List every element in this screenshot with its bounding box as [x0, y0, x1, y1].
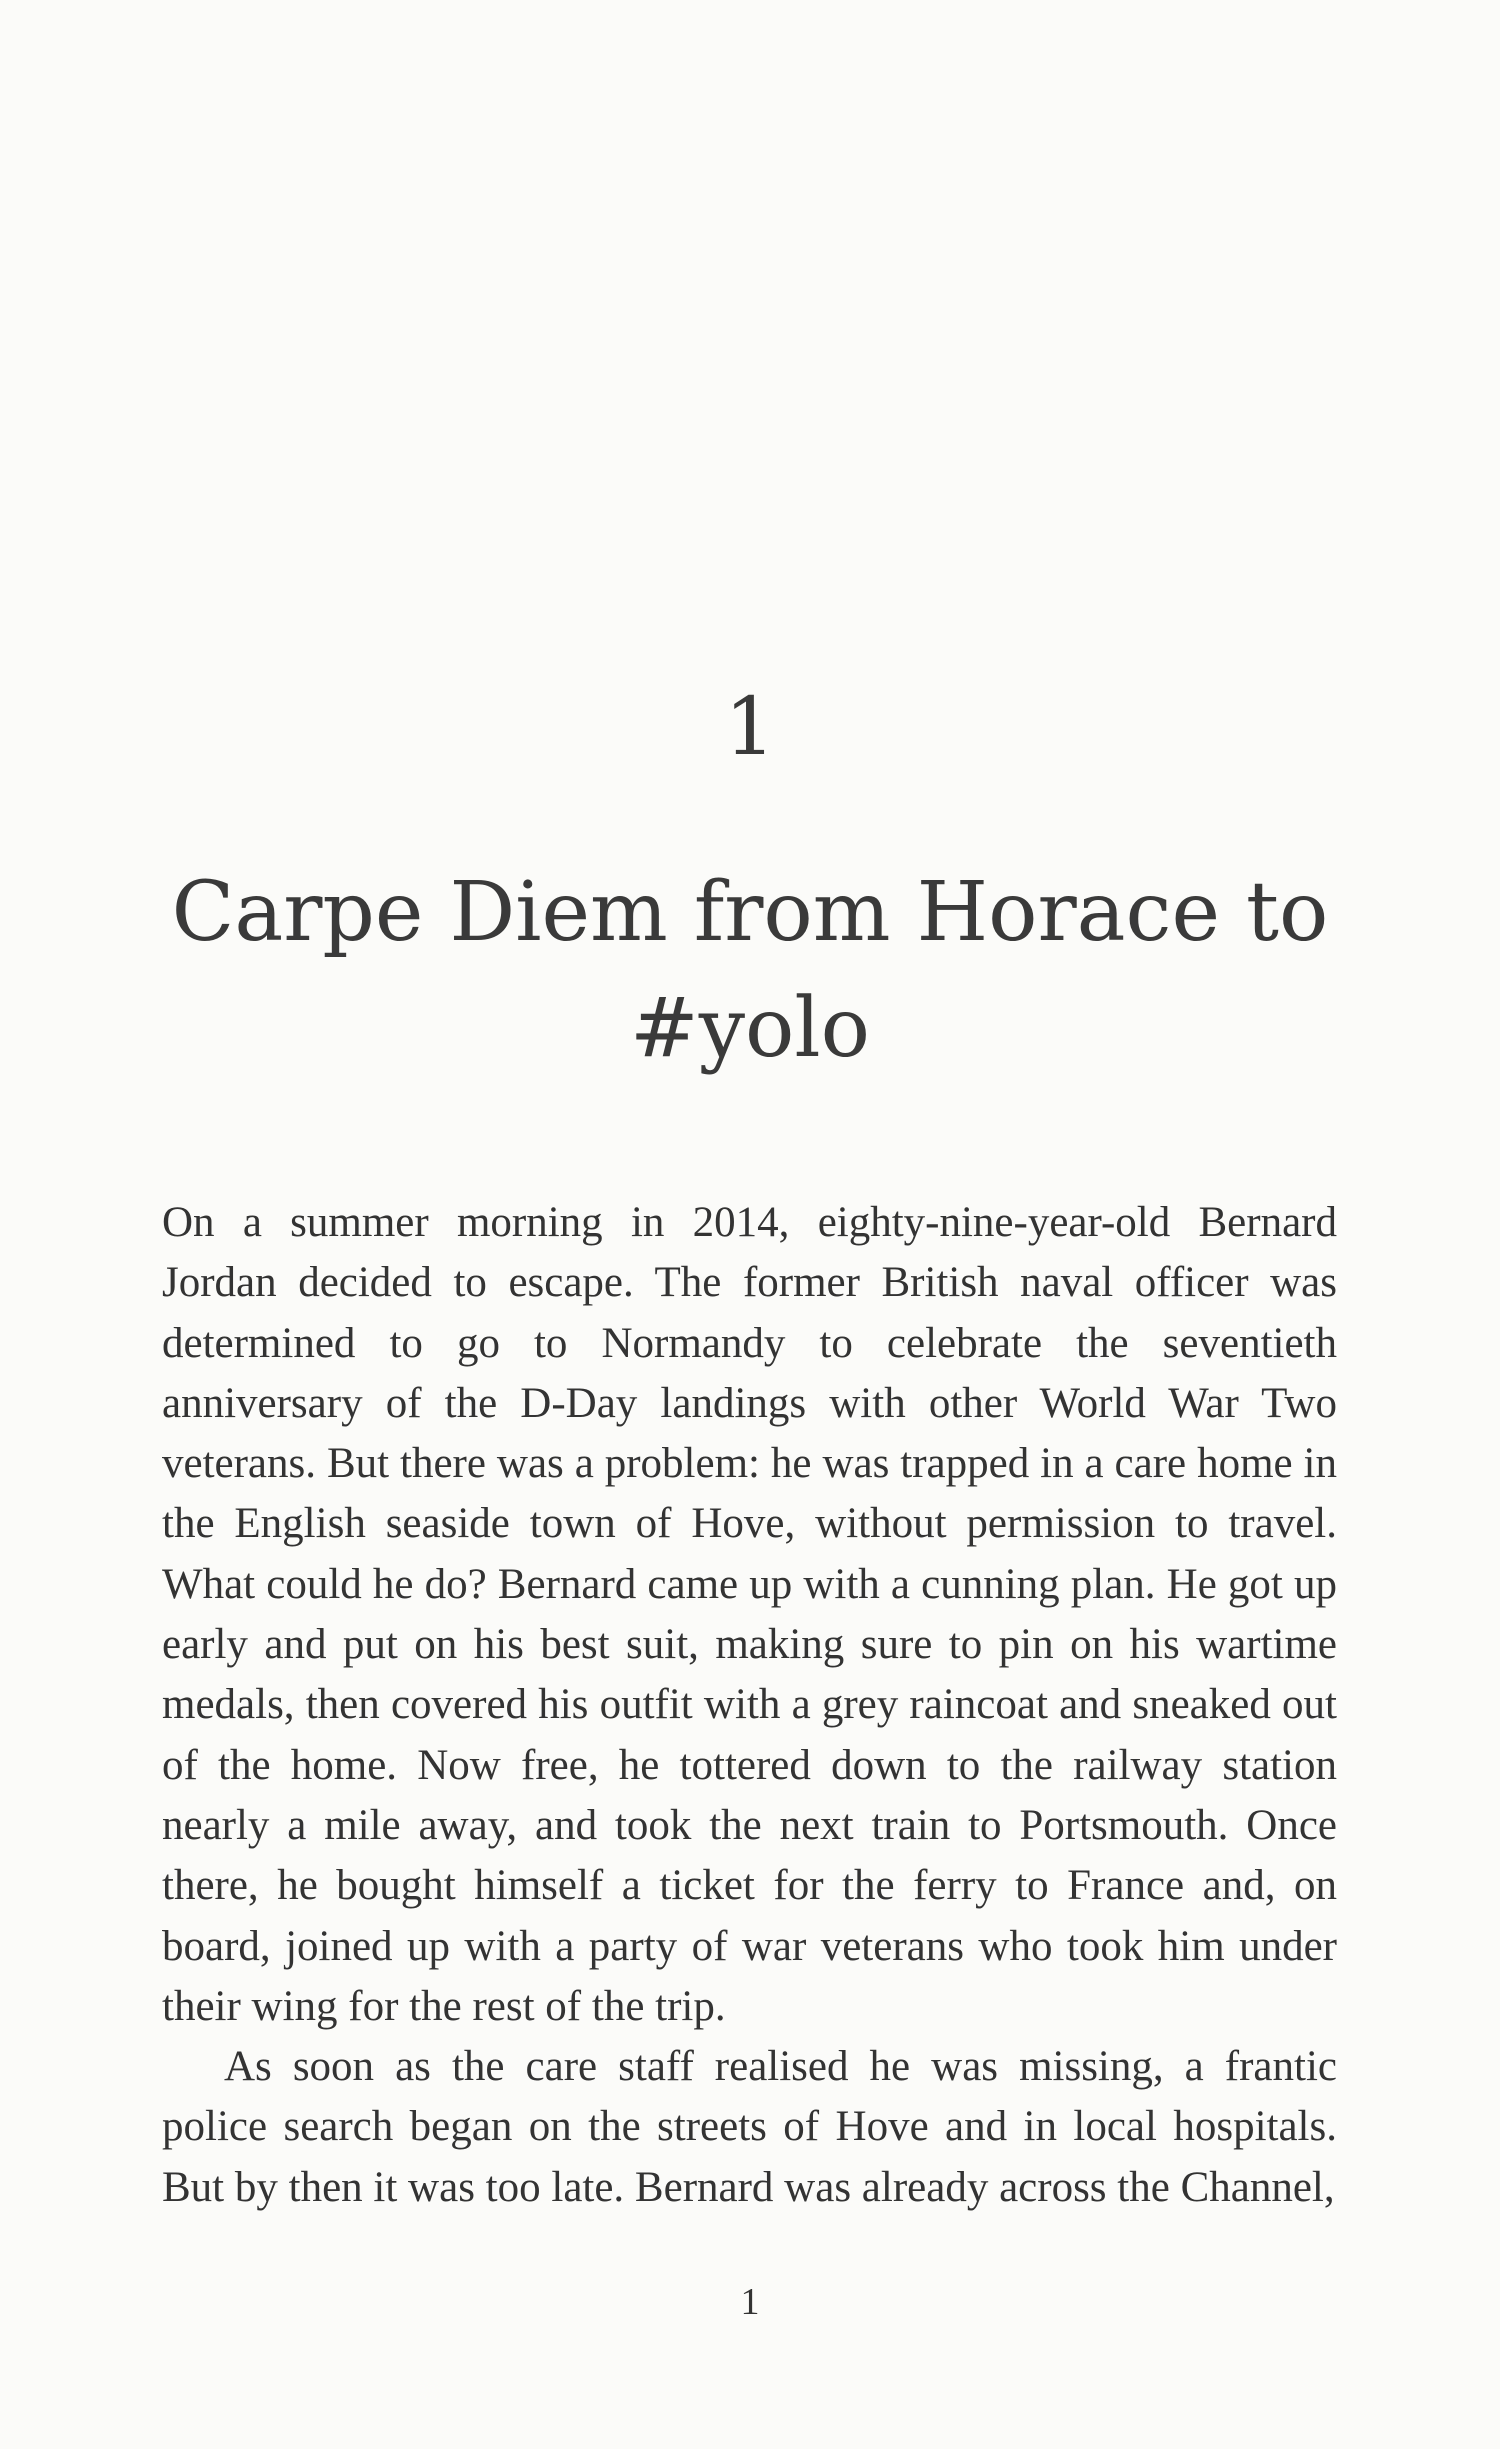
chapter-number: 1 — [724, 680, 776, 773]
chapter-title-line-2: #yolo — [630, 981, 870, 1076]
page-number: 1 — [740, 2281, 760, 2323]
chapter-title-line-1: Carpe Diem from Horace to — [171, 865, 1329, 960]
paragraph-1: On a summer morning in 2014, eighty-nine-year-old Bernard Jordan decided to escape. The former British naval officer was determined to go to Normandy to celebrate the seventieth anniversary of the D-Day landings with other World War Two veterans. But there was a problem: he was trapped in a care home in the English seaside town of Hove, without permission to travel. What could he do? Bernard came up with a cunning plan. He got up early and put on his best suit, making sure to pin on his wartime medals, then covered his outfit with a grey raincoat and sneaked out of the home. Now free, he tottered down to the railway station nearly a mile away, and took the next train to Portsmouth. Once there, he bought himself a ticket for the ferry to France and, on board, joined up with a party of war veterans who took him under their wing for the rest of the trip. — [162, 1199, 1337, 2030]
chapter-title — [160, 855, 1340, 1087]
body-text — [162, 1193, 1337, 2218]
paragraph-2: As soon as the care staff realised he was missing, a frantic police search began on the streets of Hove and in local hospitals. But by then it was too late. Bernard was already across the Channel, — [162, 2043, 1337, 2211]
